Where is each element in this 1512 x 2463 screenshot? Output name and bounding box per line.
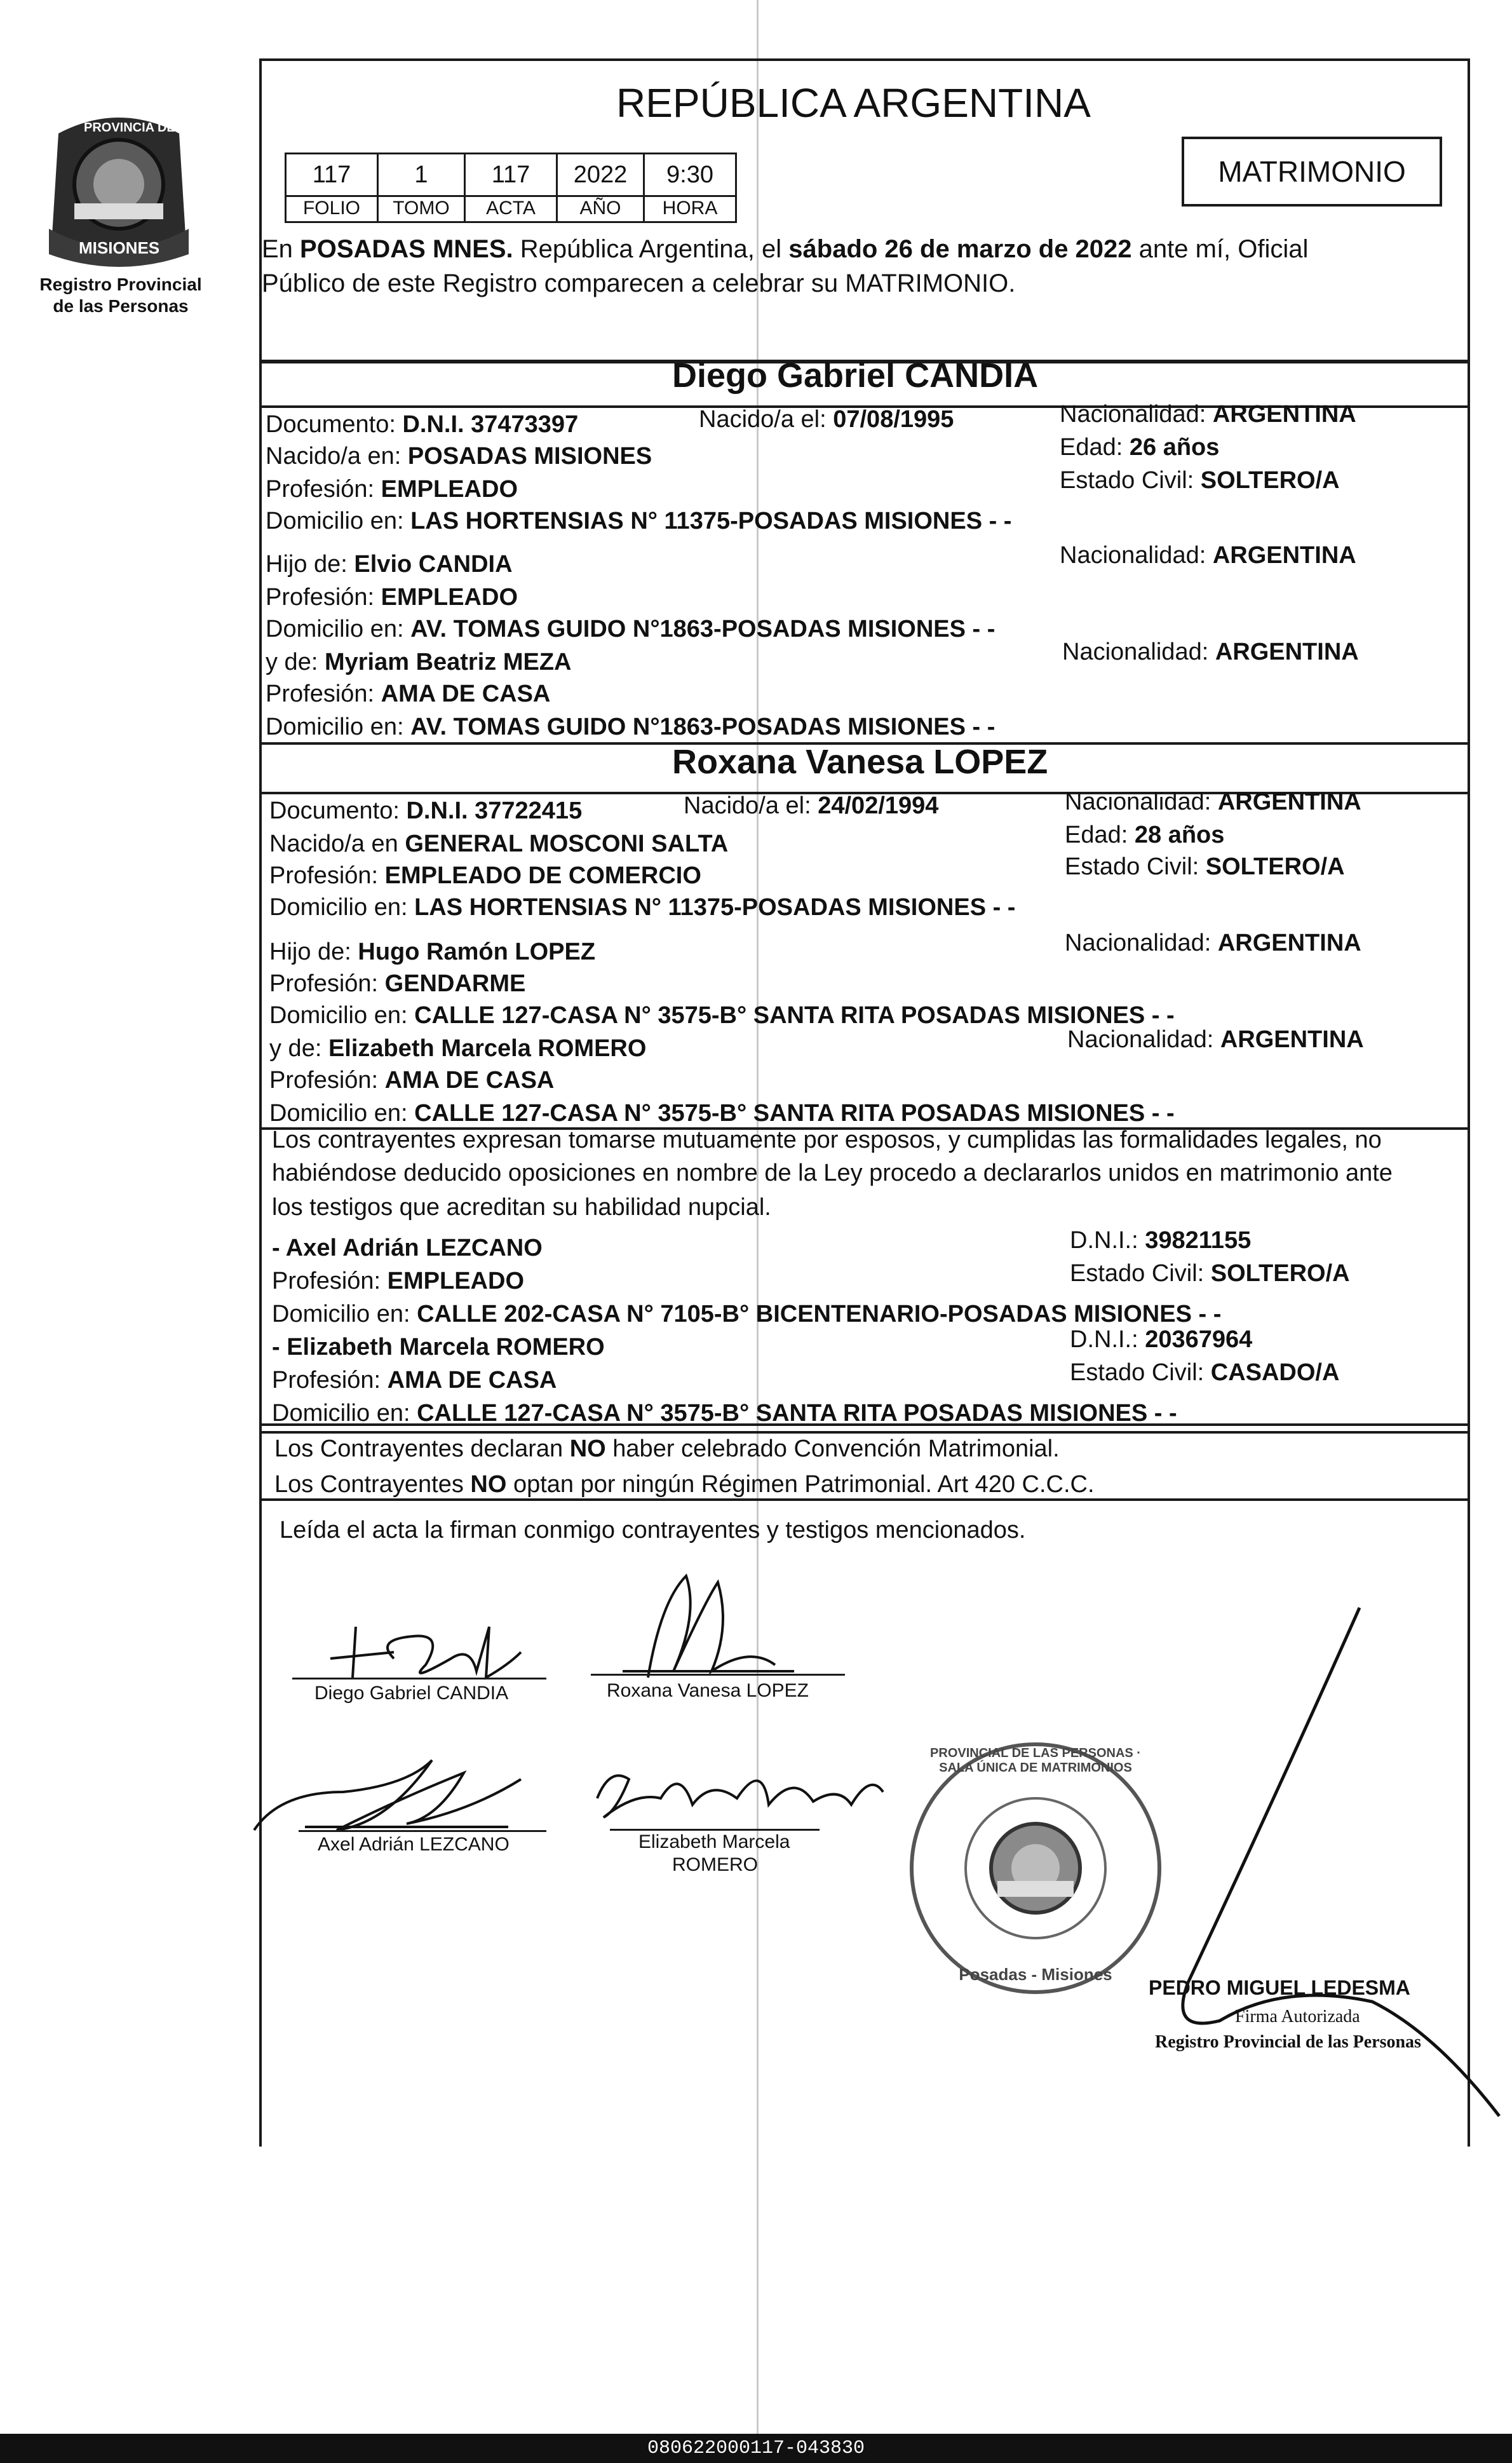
- record-type-box: MATRIMONIO: [1182, 137, 1442, 207]
- witness2-name: - Elizabeth Marcela ROMERO: [272, 1334, 605, 1360]
- registry-name-2: de las Personas: [53, 296, 189, 316]
- spouse1-name: Diego Gabriel CANDIA: [672, 356, 1039, 395]
- spouse2-name: Roxana Vanesa LOPEZ: [672, 743, 1048, 781]
- spouse1-profession: Profesión: EMPLEADO: [266, 476, 518, 503]
- spouse2-signature-line: [591, 1674, 845, 1676]
- province-logo: [39, 108, 198, 273]
- witness1-address: Domicilio en: CALLE 202-CASA N° 7105-B° BICENTENARIO-POSADAS MISIONES - -: [272, 1301, 1222, 1327]
- spouse2-birth-place: Nacido/a en GENERAL MOSCONI SALTA: [269, 831, 729, 857]
- stamp-bottom-text: Posadas - Misiones: [959, 1965, 1112, 1984]
- spouse2-civil-status: Estado Civil: SOLTERO/A: [1065, 853, 1345, 880]
- spouse2-mother: y de: Elizabeth Marcela ROMERO: [269, 1035, 647, 1062]
- tomo-label: TOMO: [377, 195, 466, 223]
- spouse2-document: Documento: D.N.I. 37722415: [269, 797, 583, 824]
- country-title: REPÚBLICA ARGENTINA: [616, 80, 1091, 126]
- spouse1-civil-status: Estado Civil: SOLTERO/A: [1060, 467, 1340, 494]
- spouse2-birth-date: Nacido/a el: 24/02/1994: [684, 792, 939, 819]
- witness2-dni: D.N.I.: 20367964: [1070, 1326, 1253, 1353]
- spouse2-mother-profession: Profesión: AMA DE CASA: [269, 1067, 555, 1094]
- witness1-civil-status: Estado Civil: SOLTERO/A: [1070, 1260, 1350, 1287]
- spouse1-nationality: Nacionalidad: ARGENTINA: [1060, 401, 1356, 428]
- witness1-signature-line: [299, 1830, 546, 1832]
- intro-line-1: En POSADAS MNES. República Argentina, el sábado 26 de marzo de 2022 ante mí, Oficial: [262, 235, 1309, 263]
- officer-title: Firma Autorizada: [1235, 2007, 1360, 2026]
- declaration-line-3: los testigos que acreditan su habilidad nupcial.: [272, 1194, 771, 1221]
- officer-name: PEDRO MIGUEL LEDESMA: [1149, 1976, 1410, 1999]
- spouse1-mother-address: Domicilio en: AV. TOMAS GUIDO N°1863-POSADAS MISIONES - -: [266, 714, 996, 740]
- spouse1-mother-nationality: Nacionalidad: ARGENTINA: [1062, 639, 1359, 665]
- spouse2-mother-nationality: Nacionalidad: ARGENTINA: [1067, 1026, 1364, 1053]
- spouse1-father: Hijo de: Elvio CANDIA: [266, 551, 513, 578]
- spouse1-signature-line: [292, 1678, 546, 1679]
- witness2-signature-icon: [584, 1754, 889, 1830]
- acta-label: ACTA: [464, 195, 558, 223]
- spouse2-father: Hijo de: Hugo Ramón LOPEZ: [269, 939, 596, 965]
- hora-label: HORA: [643, 195, 737, 223]
- anio-value: 2022: [556, 153, 645, 197]
- declaration-line-2: habiéndose deducido oposiciones en nombre de la Ley procedo a declararlos unidos en matrimonio ante: [272, 1160, 1393, 1186]
- document-code-bar: 080622000117-043830: [0, 2434, 1512, 2463]
- witness1-profession: Profesión: EMPLEADO: [272, 1268, 525, 1294]
- spouse1-father-address: Domicilio en: AV. TOMAS GUIDO N°1863-POSADAS MISIONES - -: [266, 616, 996, 642]
- spouse2-address: Domicilio en: LAS HORTENSIAS N° 11375-POSADAS MISIONES - -: [269, 894, 1016, 921]
- witness2-address: Domicilio en: CALLE 127-CASA N° 3575-B° SANTA RITA POSADAS MISIONES - -: [272, 1400, 1177, 1427]
- folio-value: 117: [285, 153, 379, 197]
- witness2-civil-status: Estado Civil: CASADO/A: [1070, 1359, 1340, 1386]
- regime-line-2: Los Contrayentes NO optan por ningún Régimen Patrimonial. Art 420 C.C.C.: [274, 1471, 1095, 1498]
- spouse1-document: Documento: D.N.I. 37473397: [266, 411, 579, 438]
- witness1-name: - Axel Adrián LEZCANO: [272, 1235, 543, 1261]
- spouse1-birth-date: Nacido/a el: 07/08/1995: [699, 406, 954, 433]
- spouse2-mother-address: Domicilio en: CALLE 127-CASA N° 3575-B° SANTA RITA POSADAS MISIONES - -: [269, 1100, 1175, 1127]
- acta-value: 117: [464, 153, 558, 197]
- spouse2-father-address: Domicilio en: CALLE 127-CASA N° 3575-B° SANTA RITA POSADAS MISIONES - -: [269, 1002, 1175, 1029]
- spouse1-father-nationality: Nacionalidad: ARGENTINA: [1060, 542, 1356, 569]
- witness2-profession: Profesión: AMA DE CASA: [272, 1367, 557, 1394]
- registry-name-1: Registro Provincial: [39, 275, 202, 294]
- witness1-signature-label: Axel Adrián LEZCANO: [318, 1834, 510, 1855]
- spouse2-signature-label: Roxana Vanesa LOPEZ: [607, 1680, 809, 1701]
- spouse1-age: Edad: 26 años: [1060, 434, 1220, 461]
- hora-value: 9:30: [643, 153, 737, 197]
- spouse2-nationality: Nacionalidad: ARGENTINA: [1065, 789, 1361, 815]
- spouse1-signature-label: Diego Gabriel CANDIA: [314, 1683, 509, 1704]
- spouse2-father-profession: Profesión: GENDARME: [269, 970, 526, 997]
- logo-top-lettering: PROVINCIA DE: [84, 121, 175, 135]
- spouse2-age: Edad: 28 años: [1065, 822, 1225, 848]
- witness1-signature-icon: [241, 1735, 546, 1849]
- witness2-signature-label-2: ROMERO: [672, 1854, 758, 1875]
- intro-line-2: Público de este Registro comparecen a celebrar su MATRIMONIO.: [262, 269, 1016, 297]
- witness2-signature-label-1: Elizabeth Marcela: [638, 1831, 790, 1852]
- witness2-signature-line: [610, 1829, 820, 1831]
- folio-label: FOLIO: [285, 195, 379, 223]
- spouse2-profession: Profesión: EMPLEADO DE COMERCIO: [269, 862, 701, 889]
- spouse1-father-profession: Profesión: EMPLEADO: [266, 584, 518, 611]
- officer-organization: Registro Provincial de las Personas: [1155, 2032, 1421, 2052]
- anio-label: AÑO: [556, 195, 645, 223]
- officer-signature-icon: [1042, 1589, 1512, 2135]
- logo-bottom-lettering: MISIONES: [79, 238, 160, 257]
- spouse2-father-nationality: Nacionalidad: ARGENTINA: [1065, 930, 1361, 956]
- tomo-value: 1: [377, 153, 466, 197]
- spouse1-mother: y de: Myriam Beatriz MEZA: [266, 649, 572, 675]
- witness1-dni: D.N.I.: 39821155: [1070, 1227, 1252, 1254]
- regime-line-1: Los Contrayentes declaran NO haber celebrado Convención Matrimonial.: [274, 1435, 1060, 1462]
- declaration-line-1: Los contrayentes expresan tomarse mutuamente por esposos, y cumplidas las formalidades legales, no: [272, 1127, 1382, 1153]
- signatures-intro: Leída el acta la firman conmigo contrayentes y testigos mencionados.: [280, 1517, 1026, 1544]
- stamp-ring-text: PROVINCIAL DE LAS PERSONAS · SALA ÚNICA DE MATRIMONIOS: [930, 1746, 1141, 1775]
- spouse1-mother-profession: Profesión: AMA DE CASA: [266, 681, 551, 707]
- spouse1-address: Domicilio en: LAS HORTENSIAS N° 11375-POSADAS MISIONES - -: [266, 508, 1012, 534]
- spouse1-birth-place: Nacido/a en: POSADAS MISIONES: [266, 443, 652, 470]
